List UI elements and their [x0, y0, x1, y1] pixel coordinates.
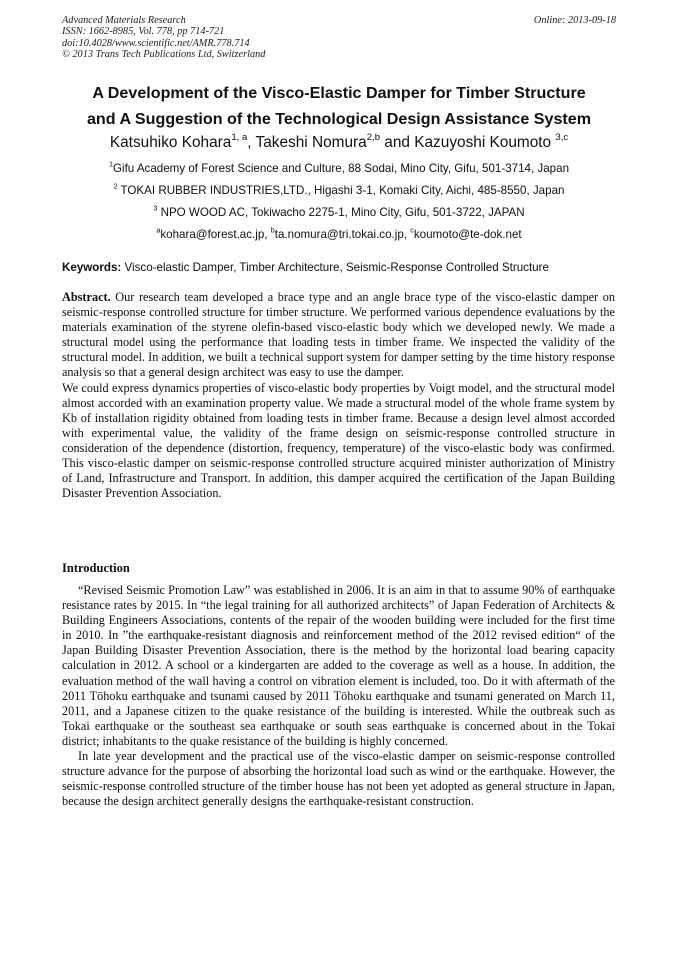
abstract-text-1: Our research team developed a brace type and an angle brace type of the visco-elastic damper on seismic-response controlled structure for timber structure. We performed various dependence evaluations by the materials examination of the styrene olefin-based visco-elastic body which we developed newly. We made a structural model using the performance that loading tests in timber frame. We inspected the validity of the structural model. In addition, we built a technical support system for damper setting by the time history response analysis so that a general design architect was easy to use the damper.: [62, 290, 615, 380]
introduction-section: [62, 583, 615, 809]
affiliation-text: Gifu Academy of Forest Science and Culture, 88 Sodai, Mino City, Gifu, 501-3714, Japan: [112, 162, 570, 175]
email-marker: b: [270, 225, 275, 235]
keywords-label: Keywords:: [62, 261, 122, 274]
affiliation-marker: 1: [108, 159, 113, 169]
author-superscript: 3,c: [555, 131, 569, 143]
title-line-2: and A Suggestion of the Technological Design Assistance System: [86, 110, 592, 128]
affiliation-3: [20, 205, 658, 220]
email-marker: a: [156, 225, 161, 235]
affiliation-marker: 2: [113, 181, 118, 191]
abstract-section: [62, 290, 615, 501]
issn-line: ISSN: 1662-8985, Vol. 778, pp 714-721: [62, 26, 225, 38]
author-separator: ,: [247, 134, 256, 151]
abstract-paragraph-1: [62, 290, 615, 381]
affiliation-text: NPO WOOD AC, Tokiwacho 2275-1, Mino City, Gifu, 501-3722, JAPAN: [160, 206, 525, 219]
affiliation-1: [20, 161, 658, 176]
online-date: Online: 2013-09-18: [533, 15, 616, 26]
author-name: Katsuhiko Kohara: [109, 134, 232, 151]
affiliation-text: TOKAI RUBBER INDUSTRIES,LTD., Higashi 3-1, Komaki City, Aichi, 485-8550, Japan: [120, 184, 565, 197]
introduction-paragraph-1: “Revised Seismic Promotion Law” was established in 2006. It is an aim in that to assume 90% of earthquake resistance rates by 2015. In “the legal training for all authorized architects” of Japan Federation of Architects & Building Engineers Associations, contents of the repair of the wooden building were included for the first time in 2010. In ”the earthquake-resistant diagnosis and reinforcement method of the 2012 revised edition“ of the Japan Building Disaster Prevention Association, there is the method by the horizontal load bearing capacity calculation in 2012. A school or a kindergarten are added to the coverage as well as a house. In addition, the evaluation method of the wall having a control on vibration element is included, too. Do it with aftermath of the 2011 Tōhoku earthquake and tsunami caused by 2011 Tōhoku earthquake and tsunami generated on March 11, 2011, and a Japanese citizen to the quake resistance of the building is interested. While the outbreak such as Tokai earthquake or the southeast sea earthquake or south seas earthquake is concerned about in the Tokai district; inhabitants to the quake resistance of the building is highly concerned.: [62, 583, 615, 748]
journal-header: [62, 15, 482, 61]
keywords-line: [62, 260, 618, 276]
affiliation-2: [20, 183, 658, 198]
email-marker: c: [410, 225, 414, 235]
email-text: ta.nomura@tri.tokai.co.jp,: [274, 228, 411, 241]
affiliation-marker: 3: [153, 203, 158, 213]
paper-title: [40, 80, 638, 132]
doi-line: doi:10.4028/www.scientific.net/AMR.778.714: [62, 37, 250, 49]
author-superscript: 1, a: [231, 131, 248, 143]
journal-name: Advanced Materials Research: [62, 15, 186, 26]
email-text: kohara@forest.ac.jp,: [160, 228, 271, 241]
author-name: Kazuyoshi Koumoto: [414, 134, 552, 151]
author-superscript: 2,b: [366, 131, 380, 143]
author-name: Takeshi Nomura: [255, 134, 367, 151]
keywords-text: Visco-elastic Damper, Timber Architecture, Seismic-Response Controlled Structure: [124, 261, 549, 274]
title-line-1: A Development of the Visco-Elastic Damper for Timber Structure: [92, 84, 586, 102]
author-separator: and: [380, 134, 415, 151]
author-list: [20, 133, 658, 153]
copyright-line: © 2013 Trans Tech Publications Ltd, Switzerland: [62, 49, 266, 61]
introduction-paragraph-2: In late year development and the practical use of the visco-elastic damper on seismic-response controlled structure advance for the purpose of absorbing the horizontal load such as wind or the earthquake. However, the seismic-response controlled structure of the timber house has not been yet adopted as general structure in Japan, because the design architect generally designs the earthquake-resistant construction.: [62, 749, 615, 809]
email-list: [20, 227, 658, 242]
email-text: koumoto@te-dok.net: [413, 228, 522, 241]
abstract-label: Abstract.: [62, 290, 111, 304]
introduction-heading: Introduction: [62, 561, 130, 575]
abstract-paragraph-2: We could express dynamics properties of visco-elastic body properties by Voigt model, and the structural model almost accorded with an examination property value. We made a structural model of the whole frame system by Kb of installation rigidity obtained from loading tests in timber frame. Because a design level almost accorded with experimental value, the validity of the frame design on seismic-response controlled structure in consideration of the dependence (distortion, frequency, temperature) of the visco-elastic body was confirmed. This visco-elastic damper on seismic-response controlled structure acquired minister authorization of Ministry of Land, Infrastructure and Transport. In addition, this damper acquired the certification of the Japan Building Disaster Prevention Association.: [62, 380, 615, 501]
